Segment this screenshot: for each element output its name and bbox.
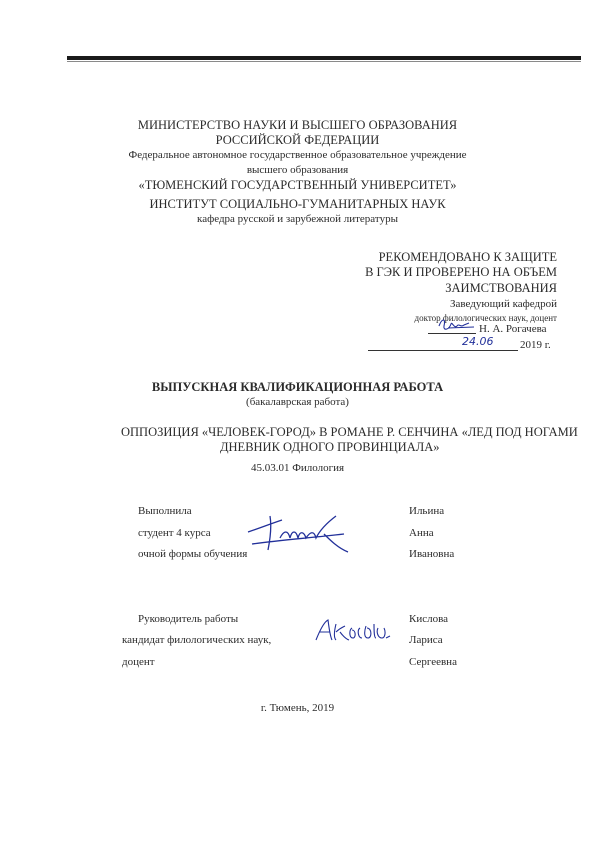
head-degree: доктор филологических наук, доцент	[414, 313, 557, 323]
approval-date: 24.06	[462, 335, 494, 348]
supervisor-label-3: доцент	[122, 656, 155, 668]
work-title-line-2: ДНЕВНИК ОДНОГО ПРОВИНЦИАЛА»	[220, 440, 440, 454]
supervisor-patronymic: Сергеевна	[409, 656, 457, 668]
head-title: Заведующий кафедрой	[450, 298, 557, 310]
city-year: г. Тюмень, 2019	[260, 702, 335, 714]
supervisor-name: Лариса	[409, 634, 443, 646]
ministry-line-2: РОССИЙСКОЙ ФЕДЕРАЦИИ	[215, 133, 380, 147]
approval-line-1: РЕКОМЕНДОВАНО К ЗАЩИТЕ	[378, 250, 557, 264]
date-line	[368, 350, 518, 351]
author-label-3: очной формы обучения	[138, 548, 248, 560]
supervisor-label-1: Руководитель работы	[138, 613, 239, 625]
scan-top-border	[67, 56, 581, 60]
approval-line-3: ЗАИМСТВОВАНИЯ	[445, 281, 557, 295]
institution-type-line-2: высшего образования	[246, 164, 349, 176]
head-name: Н. А. Рогачева	[479, 323, 547, 335]
work-type: ВЫПУСКНАЯ КВАЛИФИКАЦИОННАЯ РАБОТА	[151, 380, 444, 394]
head-signature	[436, 316, 478, 334]
ministry-line-1: МИНИСТЕРСТВО НАУКИ И ВЫСШЕГО ОБРАЗОВАНИЯ	[137, 118, 458, 132]
author-patronymic: Ивановна	[409, 548, 455, 560]
work-title-line-1: ОППОЗИЦИЯ «ЧЕЛОВЕК-ГОРОД» В РОМАНЕ Р. СЕНЧИНА «ЛЕД ПОД НОГАМИ	[121, 425, 578, 439]
author-name: Анна	[409, 527, 434, 539]
university-name: «ТЮМЕНСКИЙ ГОСУДАРСТВЕННЫЙ УНИВЕРСИТЕТ»	[138, 178, 457, 192]
institute-name: ИНСТИТУТ СОЦИАЛЬНО-ГУМАНИТАРНЫХ НАУК	[149, 197, 446, 211]
supervisor-label-2: кандидат филологических наук,	[122, 634, 272, 646]
author-signature	[240, 510, 355, 555]
approval-year: 2019 г.	[520, 339, 551, 351]
author-label-2: студент 4 курса	[138, 527, 211, 539]
author-surname: Ильина	[409, 505, 445, 517]
approval-line-2: В ГЭК И ПРОВЕРЕНО НА ОБЪЕМ	[365, 265, 557, 279]
specialty: 45.03.01 Филология	[250, 462, 345, 474]
institution-type-line-1: Федеральное автономное государственное образовательное учреждение	[128, 149, 467, 161]
work-subtype: (бакалаврская работа)	[246, 396, 349, 408]
author-label-1: Выполнила	[138, 505, 192, 517]
supervisor-signature	[312, 616, 394, 644]
scan-top-border-shadow	[67, 61, 581, 62]
department-name: кафедра русской и зарубежной литературы	[197, 213, 398, 225]
supervisor-surname: Кислова	[409, 613, 449, 625]
